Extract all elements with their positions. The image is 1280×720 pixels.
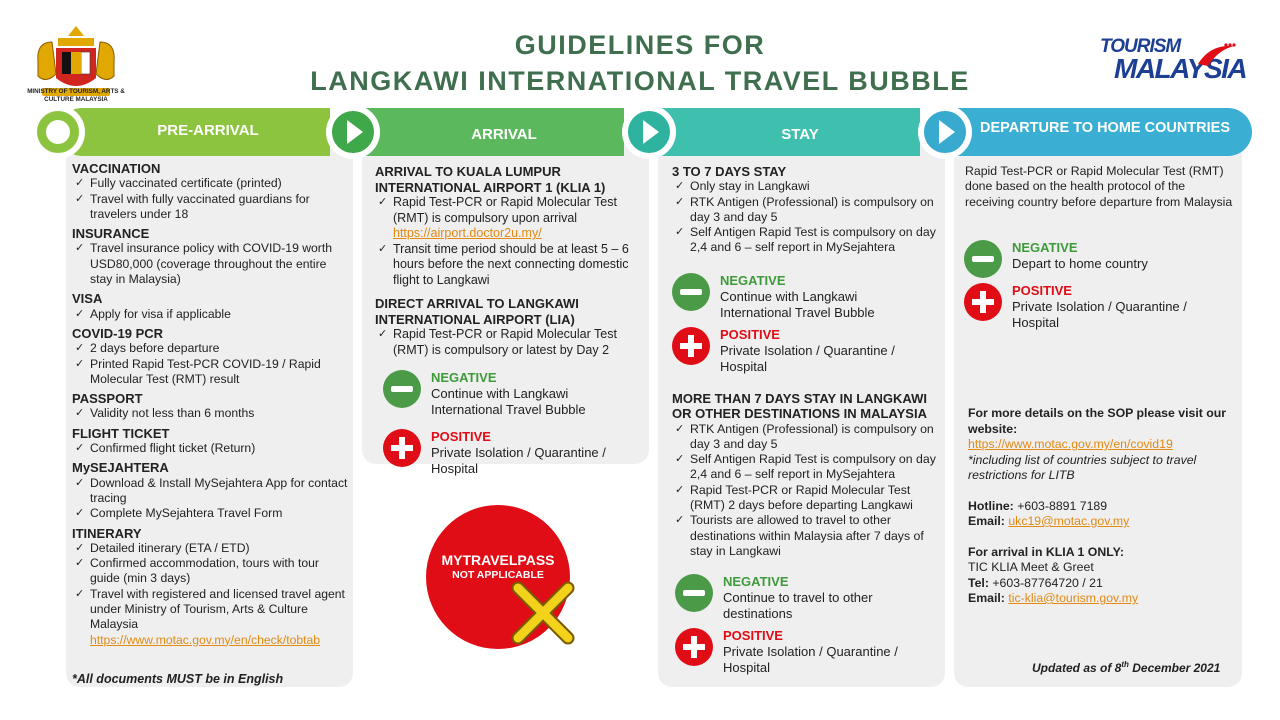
list-item: ✓ 2 days before departure (72, 341, 348, 356)
email-link[interactable]: ukc19@motac.gov.my (1008, 514, 1130, 528)
positive-text: Private Isolation / Quarantine / Hospital (431, 445, 606, 476)
arrival-positive-result (383, 429, 633, 477)
updated-sup: th (1121, 660, 1129, 669)
hotline-number: +603-8891 7189 (1017, 498, 1108, 513)
negative-label: NEGATIVE (723, 574, 789, 589)
arrival-content (375, 164, 641, 358)
stay-long-content (672, 391, 940, 559)
page-title-line1: GUIDELINES FOR (514, 30, 766, 60)
list-item: ✓ Travel insurance policy with COVID-19 worth USD80,000 (coverage throughout the entire stay in Malaysia) (72, 241, 348, 287)
pre-arrival-content (72, 161, 348, 648)
minus-icon (383, 370, 421, 408)
tic-klia-email-link[interactable]: tic-klia@tourism.gov.my (1008, 591, 1139, 605)
page-title-line2: LANGKAWI INTERNATIONAL TRAVEL BUBBLE (310, 66, 970, 96)
departure-intro: Rapid Test-PCR or Rapid Molecular Test (RMT) done based on the health protocol of the receiving country before departure from Malaysia (965, 164, 1233, 209)
list-item: ✓ Travel with fully vaccinated guardians for travelers under 18 (72, 192, 348, 223)
list-item: ✓ Self Antigen Rapid Test is compulsory on day 2,4 and 6 – self report in MySejahtera (672, 452, 940, 483)
tic-klia-name: TIC KLIA Meet & Greet (968, 560, 1094, 574)
doctor2u-link[interactable]: https://airport.doctor2u.my/ (393, 226, 542, 240)
stage-marker-departure (918, 105, 972, 159)
list-item (375, 195, 641, 242)
positive-text: Private Isolation / Quarantine / Hospital (1012, 299, 1187, 330)
start-dot-icon (46, 120, 70, 144)
departure-positive-result (964, 283, 1234, 331)
flight-heading: FLIGHT TICKET (72, 425, 170, 441)
countries-note: *including list of countries subject to travel restrictions for LITB (968, 452, 1197, 482)
tobtab-link[interactable]: https://www.motac.gov.my/en/check/tobtab (90, 632, 321, 647)
mytravelpass-label: MYTRAVELPASS (441, 552, 555, 568)
cross-mark-icon (508, 578, 578, 648)
list-item: ✓ Confirmed accommodation, tours with tour guide (min 3 days) (72, 556, 348, 587)
tel-number: +603-87764720 / 21 (992, 575, 1103, 590)
negative-text: Depart to home country (1012, 256, 1148, 271)
minus-icon (964, 240, 1002, 278)
insurance-heading: INSURANCE (72, 226, 150, 242)
list-item: ✓ Confirmed flight ticket (Return) (72, 441, 348, 456)
positive-label: POSITIVE (1012, 283, 1072, 298)
stage-marker-arrival (326, 105, 380, 159)
minus-icon (672, 273, 710, 311)
updated-date (1032, 660, 1220, 675)
stage-bar-departure (946, 108, 1252, 156)
logo-line2: MALAYSIA (1114, 53, 1247, 84)
positive-text: Private Isolation / Quarantine / Hospital (720, 343, 895, 374)
tourism-malaysia-logo (1100, 36, 1250, 86)
covid19-link[interactable]: https://www.motac.gov.my/en/covid19 (968, 437, 1173, 451)
list-item: ✓ Travel with registered and licensed travel agent under Ministry of Tourism, Arts & Culture Malaysia (72, 587, 348, 633)
stage-bar-pre-arrival (58, 108, 330, 156)
negative-text: Continue with Langkawi International Travel Bubble (431, 386, 586, 417)
updated-prefix: Updated as of 8 (1032, 661, 1122, 675)
stay-negative-result (672, 273, 932, 321)
list-item: ✓ Self Antigen Rapid Test is compulsory on day 2,4 and 6 – self report in MySejahtera (672, 225, 938, 256)
list-item: ✓ Download & Install MySejahtera App for contact tracing (72, 476, 348, 507)
logo-line1: TOURISM (1100, 36, 1181, 57)
minus-icon (675, 574, 713, 612)
short-stay-heading: 3 TO 7 DAYS STAY (672, 164, 787, 179)
negative-label: NEGATIVE (1012, 240, 1078, 255)
mysejahtera-heading: MySEJAHTERA (72, 460, 169, 476)
arrival-negative-result (383, 370, 633, 418)
list-item: ✓ Rapid Test-PCR or Rapid Molecular Test (RMT) is compulsory or latest by Day 2 (375, 327, 641, 358)
stage-bar-stay (650, 108, 920, 156)
list-item: ✓ RTK Antigen (Professional) is compulsory on day 3 and day 5 (672, 422, 940, 453)
more-details-heading: For more details on the SOP please visit our website: (968, 406, 1227, 436)
vaccination-heading: VACCINATION (72, 161, 161, 176)
plus-icon (672, 327, 710, 365)
departure-negative-result (964, 240, 1234, 278)
email-label: Email: (968, 514, 1005, 528)
list-item: ✓ Tourists are allowed to travel to other destinations within Malaysia after 7 days of stay in Langkawi (672, 513, 940, 559)
negative-label: NEGATIVE (431, 370, 497, 385)
list-item: ✓ Printed Rapid Test-PCR COVID-19 / Rapid Molecular Test (RMT) result (72, 357, 348, 388)
negative-text: Continue to travel to other destinations (723, 590, 873, 621)
long-stay-heading: MORE THAN 7 DAYS STAY IN LANGKAWI OR OTHER DESTINATIONS IN MALAYSIA (672, 391, 927, 422)
lia-heading: DIRECT ARRIVAL TO LANGKAWI INTERNATIONAL AIRPORT (LIA) (375, 296, 579, 327)
hotline-label: Hotline: (968, 498, 1014, 513)
passport-heading: PASSPORT (72, 391, 143, 407)
list-item: ✓ RTK Antigen (Professional) is compulsory on day 3 and day 5 (672, 195, 938, 226)
plus-icon (964, 283, 1002, 321)
stage-bar-arrival (354, 108, 624, 156)
pcr-heading: COVID-19 PCR (72, 325, 164, 341)
list-item: ✓ Transit time period should be at least 5 – 6 hours before the next connecting domestic flight to Langkawi (375, 242, 641, 289)
list-item: ✓ Validity not less than 6 months (72, 406, 348, 421)
list-item: ✓ Complete MySejahtera Travel Form (72, 506, 348, 521)
email2-label: Email: (968, 591, 1005, 605)
stage-label-arrival: ARRIVAL (471, 126, 537, 143)
positive-label: POSITIVE (723, 628, 783, 643)
positive-text: Private Isolation / Quarantine / Hospital (723, 644, 898, 675)
positive-label: POSITIVE (431, 429, 491, 444)
stage-label-pre-arrival: PRE-ARRIVAL (157, 122, 259, 139)
negative-text: Continue with Langkawi International Travel Bubble (720, 289, 875, 320)
ministry-label: MINISTRY OF TOURISM, ARTS & CULTURE MALAYSIA (27, 88, 125, 103)
tel-label: Tel: (968, 575, 989, 590)
positive-label: POSITIVE (720, 327, 780, 342)
stay-long-positive-result (675, 628, 935, 676)
stay-positive-result (672, 327, 932, 375)
stay-short-content (672, 164, 938, 256)
not-applicable-label: NOT APPLICABLE (452, 569, 544, 581)
play-arrow-icon (628, 111, 670, 153)
itinerary-heading: ITINERARY (72, 525, 142, 541)
stage-marker-stay (622, 105, 676, 159)
stage-label-stay: STAY (781, 126, 819, 143)
stage-marker-start (31, 105, 85, 159)
visa-heading: VISA (72, 291, 103, 307)
updated-suffix: December 2021 (1128, 661, 1221, 675)
list-item: ✓ Apply for visa if applicable (72, 307, 348, 322)
stage-label-departure: DEPARTURE TO HOME COUNTRIES (979, 120, 1230, 136)
list-item: ✓ Detailed itinerary (ETA / ETD) (72, 541, 348, 556)
klia-heading: ARRIVAL TO KUALA LUMPUR INTERNATIONAL AIRPORT 1 (KLIA 1) (375, 164, 606, 195)
plus-icon (675, 628, 713, 666)
negative-label: NEGATIVE (720, 273, 786, 288)
play-arrow-icon (924, 111, 966, 153)
plus-icon (383, 429, 421, 467)
list-item: ✓ Rapid Test-PCR or Rapid Molecular Test (RMT) 2 days before departing Langkawi (672, 483, 940, 514)
klia-item-text: Rapid Test-PCR or Rapid Molecular Test (RMT) is compulsory upon arrival (393, 195, 617, 225)
play-arrow-icon (332, 111, 374, 153)
list-item: ✓ Only stay in Langkawi (672, 179, 938, 194)
documents-footnote: *All documents MUST be in English (72, 672, 284, 686)
contact-info (968, 406, 1238, 607)
klia-only-heading: For arrival in KLIA 1 ONLY: (968, 544, 1125, 559)
logo-swoosh-icon (1196, 42, 1236, 68)
list-item: ✓ Fully vaccinated certificate (printed) (72, 176, 348, 191)
stay-long-negative-result (675, 574, 935, 622)
